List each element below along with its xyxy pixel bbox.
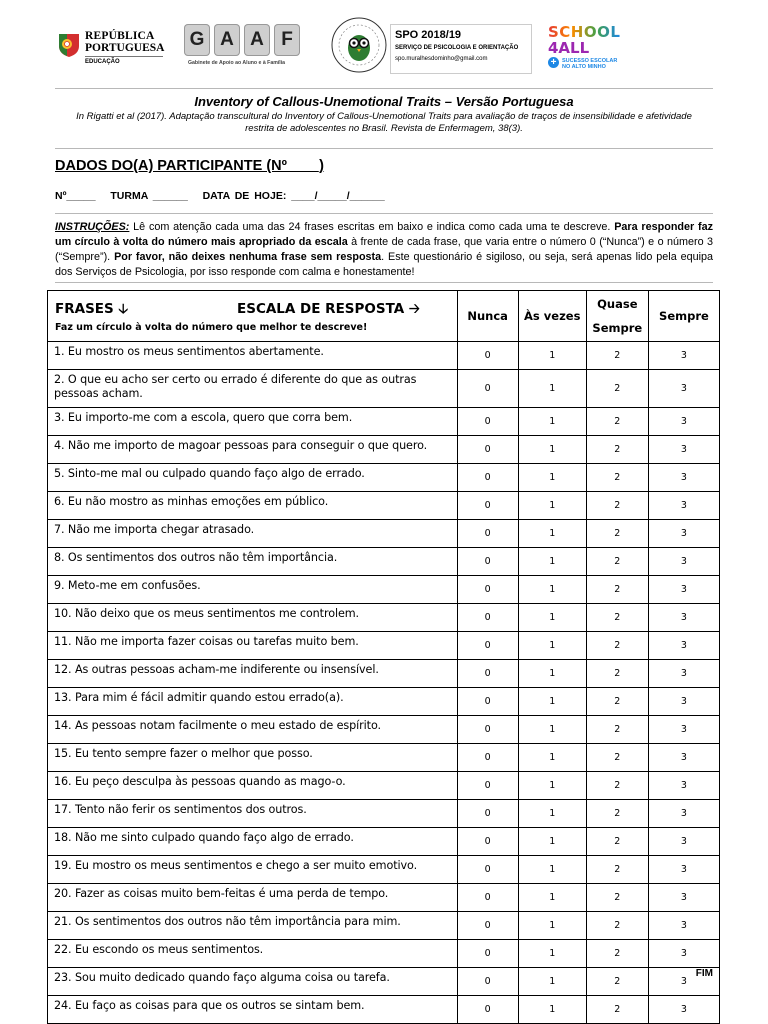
item-text: 10. Não deixo que os meus sentimentos me controlem. [48, 604, 458, 632]
questionnaire-table [47, 290, 720, 1024]
table-row [48, 828, 720, 856]
school-tagline [562, 58, 617, 70]
table-row [48, 548, 720, 576]
item-text: 1. Eu mostro os meus sentimentos abertamente. [48, 342, 458, 370]
scale-option-3[interactable]: 3 [648, 370, 719, 408]
scale-option-1[interactable]: 1 [518, 716, 586, 744]
scale-option-3[interactable]: 3 [648, 520, 719, 548]
scale-option-3[interactable]: 3 [648, 968, 719, 996]
scale-option-3[interactable]: 3 [648, 716, 719, 744]
header-sempre: Sempre [648, 291, 719, 342]
scale-option-3[interactable]: 3 [648, 800, 719, 828]
scale-option-3[interactable]: 3 [648, 660, 719, 688]
scale-option-1[interactable]: 1 [518, 940, 586, 968]
table-row [48, 800, 720, 828]
scale-option-1[interactable]: 1 [518, 464, 586, 492]
item-text: 23. Sou muito dedicado quando faço alguma coisa ou tarefa. [48, 968, 458, 996]
scale-option-0[interactable]: 0 [457, 436, 518, 464]
scale-option-0[interactable]: 0 [457, 370, 518, 408]
scale-option-0[interactable]: 0 [457, 996, 518, 1024]
header-instruction: Faz um círculo à volta do número que melhor te descreve! [55, 322, 368, 333]
scale-option-3[interactable]: 3 [648, 632, 719, 660]
instructions-part3: à frente de cada frase, que varia entre o número 0 (“Nunca”) e o número 3 (“Sempre”). [55, 236, 713, 263]
scale-option-2[interactable]: 2 [586, 772, 648, 800]
scale-option-0[interactable]: 0 [457, 548, 518, 576]
scale-option-3[interactable]: 3 [648, 772, 719, 800]
scale-option-3[interactable]: 3 [648, 744, 719, 772]
scale-option-1[interactable]: 1 [518, 800, 586, 828]
scale-option-3[interactable]: 3 [648, 342, 719, 370]
scale-option-0[interactable]: 0 [457, 716, 518, 744]
scale-option-0[interactable]: 0 [457, 968, 518, 996]
header-escala: ESCALA DE RESPOSTA 🡢 [237, 301, 420, 317]
school-text: SCHOOL [548, 23, 621, 41]
school4all-logo [548, 24, 638, 74]
scale-option-1[interactable]: 1 [518, 408, 586, 436]
scale-option-0[interactable]: 0 [457, 660, 518, 688]
rp-line1: REPÚBLICA [85, 30, 155, 42]
scale-option-0[interactable]: 0 [457, 800, 518, 828]
spo-info-box [390, 24, 532, 74]
scale-option-0[interactable]: 0 [457, 912, 518, 940]
header-quase-sempre [586, 291, 648, 342]
school-tagline-2: NO ALTO MINHO [562, 64, 606, 70]
item-text: 13. Para mim é fácil admitir quando estou errado(a). [48, 688, 458, 716]
header-frases-cell [48, 291, 458, 342]
instructions [55, 220, 713, 280]
scale-option-1[interactable]: 1 [518, 996, 586, 1024]
item-text: 24. Eu faço as coisas para que os outros se sintam bem. [48, 996, 458, 1024]
gaaf-logo [180, 22, 305, 74]
scale-option-1[interactable]: 1 [518, 968, 586, 996]
title-rest: – Versão Portuguesa [441, 94, 574, 109]
scale-option-0[interactable]: 0 [457, 342, 518, 370]
scale-option-2[interactable]: 2 [586, 548, 648, 576]
rp-line2: PORTUGUESA [85, 42, 165, 54]
scale-option-0[interactable]: 0 [457, 884, 518, 912]
item-text: 16. Eu peço desculpa às pessoas quando as mago-o. [48, 772, 458, 800]
scale-option-0[interactable]: 0 [457, 744, 518, 772]
rp-divider [85, 56, 163, 57]
document-subtitle: In Rigatti et al (2017). Adaptação transcultural do Inventory of Callous-Unemotional Traits para avaliação de traços de insensibilidade e afetividade restrita de adolescentes no Brasil. Revista de Enfermagem, 38(3). [76, 111, 692, 134]
scale-option-0[interactable]: 0 [457, 604, 518, 632]
school-tagline-1: SUCESSO ESCOLAR [562, 58, 618, 64]
scale-option-0[interactable]: 0 [457, 828, 518, 856]
table-row [48, 940, 720, 968]
scale-option-3[interactable]: 3 [648, 828, 719, 856]
scale-option-3[interactable]: 3 [648, 436, 719, 464]
scale-option-3[interactable]: 3 [648, 604, 719, 632]
gaaf-letter-1: G [184, 24, 210, 56]
scale-option-0[interactable]: 0 [457, 576, 518, 604]
scale-option-2[interactable]: 2 [586, 408, 648, 436]
scale-option-2[interactable]: 2 [586, 520, 648, 548]
table-row [48, 520, 720, 548]
scale-option-3[interactable]: 3 [648, 912, 719, 940]
table-row [48, 660, 720, 688]
scale-option-2[interactable]: 2 [586, 576, 648, 604]
scale-option-3[interactable]: 3 [648, 464, 719, 492]
scale-option-1[interactable]: 1 [518, 604, 586, 632]
table-row [48, 744, 720, 772]
table-row [48, 492, 720, 520]
scale-option-2[interactable]: 2 [586, 688, 648, 716]
header-quase-sempre-label: Quase Sempre [592, 297, 643, 335]
gaaf-subtitle: Gabinete de Apoio ao Aluno e à Família [188, 60, 286, 66]
scale-option-2[interactable]: 2 [586, 660, 648, 688]
scale-option-1[interactable]: 1 [518, 744, 586, 772]
scale-option-3[interactable]: 3 [648, 576, 719, 604]
scale-option-1[interactable]: 1 [518, 370, 586, 408]
header-nunca: Nunca [457, 291, 518, 342]
item-text: 7. Não me importa chegar atrasado. [48, 520, 458, 548]
spo-subtitle: SERVIÇO DE PSICOLOGIA E ORIENTAÇÃO [395, 45, 519, 51]
scale-option-1[interactable]: 1 [518, 660, 586, 688]
item-text: 9. Meto-me em confusões. [48, 576, 458, 604]
scale-option-3[interactable]: 3 [648, 548, 719, 576]
instructions-label: INSTRUÇÕES: [55, 221, 130, 233]
table-row [48, 604, 720, 632]
scale-option-2[interactable]: 2 [586, 968, 648, 996]
item-text: 22. Eu escondo os meus sentimentos. [48, 940, 458, 968]
scale-option-2[interactable]: 2 [586, 828, 648, 856]
scale-option-3[interactable]: 3 [648, 996, 719, 1024]
table-row [48, 996, 720, 1024]
table-row [48, 408, 720, 436]
table-row [48, 968, 720, 996]
owl-seal-icon [330, 16, 388, 74]
scale-option-3[interactable]: 3 [648, 856, 719, 884]
table-row [48, 576, 720, 604]
scale-option-3[interactable]: 3 [648, 492, 719, 520]
divider-top [55, 88, 713, 89]
scale-option-1[interactable]: 1 [518, 548, 586, 576]
scale-option-2[interactable]: 2 [586, 436, 648, 464]
scale-option-0[interactable]: 0 [457, 408, 518, 436]
scale-option-2[interactable]: 2 [586, 604, 648, 632]
item-text: 4. Não me importo de magoar pessoas para conseguir o que quero. [48, 436, 458, 464]
scale-option-3[interactable]: 3 [648, 940, 719, 968]
divider-4 [55, 282, 713, 283]
scale-option-0[interactable]: 0 [457, 464, 518, 492]
scale-option-2[interactable]: 2 [586, 912, 648, 940]
instructions-part1: Lê com atenção cada uma das 24 frases escritas em baixo e indica como cada uma te descreve. [129, 221, 615, 233]
item-text: 21. Os sentimentos dos outros não têm importância para mim. [48, 912, 458, 940]
document-title [55, 94, 713, 109]
table-row [48, 688, 720, 716]
scale-option-2[interactable]: 2 [586, 464, 648, 492]
table-row [48, 342, 720, 370]
school-word [548, 24, 620, 40]
scale-option-2[interactable]: 2 [586, 370, 648, 408]
scale-option-2[interactable]: 2 [586, 342, 648, 370]
table-header-row [48, 291, 720, 342]
scale-option-0[interactable]: 0 [457, 940, 518, 968]
scale-option-1[interactable]: 1 [518, 492, 586, 520]
portugal-shield-icon [57, 32, 81, 58]
scale-option-3[interactable]: 3 [648, 884, 719, 912]
header-as-vezes: Às vezes [518, 291, 586, 342]
item-text: 15. Eu tento sempre fazer o melhor que posso. [48, 744, 458, 772]
divider-2 [55, 148, 713, 149]
scale-option-1[interactable]: 1 [518, 688, 586, 716]
scale-option-0[interactable]: 0 [457, 492, 518, 520]
table-row [48, 716, 720, 744]
scale-option-2[interactable]: 2 [586, 492, 648, 520]
table-row [48, 884, 720, 912]
scale-option-1[interactable]: 1 [518, 912, 586, 940]
table-row [48, 856, 720, 884]
instructions-part5: . Este questionário é sigiloso, ou seja, será apenas lido pela equipa dos Serviços de Psicologia, por isso responde com calma e honestamente! [55, 251, 714, 278]
table-row [48, 632, 720, 660]
scale-option-0[interactable]: 0 [457, 856, 518, 884]
scale-option-0[interactable]: 0 [457, 632, 518, 660]
participant-heading: DADOS DO(A) PARTICIPANTE (Nº____) [55, 158, 325, 174]
plus-icon: + [548, 57, 559, 68]
item-text: 2. O que eu acho ser certo ou errado é diferente do que as outras pessoas acham. [48, 370, 458, 408]
scale-option-1[interactable]: 1 [518, 884, 586, 912]
scale-option-2[interactable]: 2 [586, 800, 648, 828]
item-text: 14. As pessoas notam facilmente o meu estado de espírito. [48, 716, 458, 744]
spo-email: spo.muralhesdominho@gmail.com [395, 56, 488, 62]
scale-option-1[interactable]: 1 [518, 342, 586, 370]
table-row [48, 912, 720, 940]
scale-option-0[interactable]: 0 [457, 688, 518, 716]
item-text: 12. As outras pessoas acham-me indiferente ou insensível. [48, 660, 458, 688]
item-text: 17. Tento não ferir os sentimentos dos outros. [48, 800, 458, 828]
fim-label: FIM [695, 968, 713, 979]
item-text: 5. Sinto-me mal ou culpado quando faço algo de errado. [48, 464, 458, 492]
scale-option-1[interactable]: 1 [518, 772, 586, 800]
participant-fields: Nº_____ TURMA ______ DATA DE HOJE: ____/_____/______ [55, 190, 385, 202]
table-row [48, 370, 720, 408]
table-row [48, 464, 720, 492]
table-row [48, 772, 720, 800]
divider-3 [55, 213, 713, 214]
scale-option-2[interactable]: 2 [586, 716, 648, 744]
header-frases: FRASES 🡣 [55, 301, 129, 317]
item-text: 18. Não me sinto culpado quando faço algo de errado. [48, 828, 458, 856]
item-text: 19. Eu mostro os meus sentimentos e chego a ser muito emotivo. [48, 856, 458, 884]
scale-option-1[interactable]: 1 [518, 576, 586, 604]
item-text: 11. Não me importa fazer coisas ou tarefas muito bem. [48, 632, 458, 660]
rp-line3: EDUCAÇÃO [85, 59, 120, 65]
spo-logo [330, 16, 530, 78]
scale-option-2[interactable]: 2 [586, 856, 648, 884]
item-text: 8. Os sentimentos dos outros não têm importância. [48, 548, 458, 576]
gaaf-letter-4: F [274, 24, 300, 56]
gaaf-letter-2: A [214, 24, 240, 56]
scale-option-1[interactable]: 1 [518, 436, 586, 464]
scale-option-2[interactable]: 2 [586, 744, 648, 772]
item-text: 3. Eu importo-me com a escola, quero que corra bem. [48, 408, 458, 436]
scale-option-0[interactable]: 0 [457, 772, 518, 800]
item-text: 6. Eu não mostro as minhas emoções em público. [48, 492, 458, 520]
scale-option-3[interactable]: 3 [648, 408, 719, 436]
republica-portuguesa-logo [55, 28, 165, 70]
4all-text: 4ALL [548, 39, 590, 57]
scale-option-1[interactable]: 1 [518, 828, 586, 856]
scale-option-2[interactable]: 2 [586, 940, 648, 968]
item-text: 20. Fazer as coisas muito bem-feitas é uma perda de tempo. [48, 884, 458, 912]
instructions-part4: Por favor, não deixes nenhuma frase sem resposta [114, 251, 382, 263]
table-row [48, 436, 720, 464]
spo-title: SPO 2018/19 [395, 29, 462, 41]
scale-option-1[interactable]: 1 [518, 632, 586, 660]
instructions-part2: Para responder faz um círculo à volta do número mais apropriado da escala [55, 221, 713, 248]
scale-option-1[interactable]: 1 [518, 856, 586, 884]
title-italic: Inventory of Callous-Unemotional Traits [194, 94, 442, 109]
scale-option-1[interactable]: 1 [518, 520, 586, 548]
gaaf-letter-3: A [244, 24, 270, 56]
scale-option-3[interactable]: 3 [648, 688, 719, 716]
scale-option-2[interactable]: 2 [586, 632, 648, 660]
scale-option-0[interactable]: 0 [457, 520, 518, 548]
scale-option-2[interactable]: 2 [586, 996, 648, 1024]
scale-option-2[interactable]: 2 [586, 884, 648, 912]
